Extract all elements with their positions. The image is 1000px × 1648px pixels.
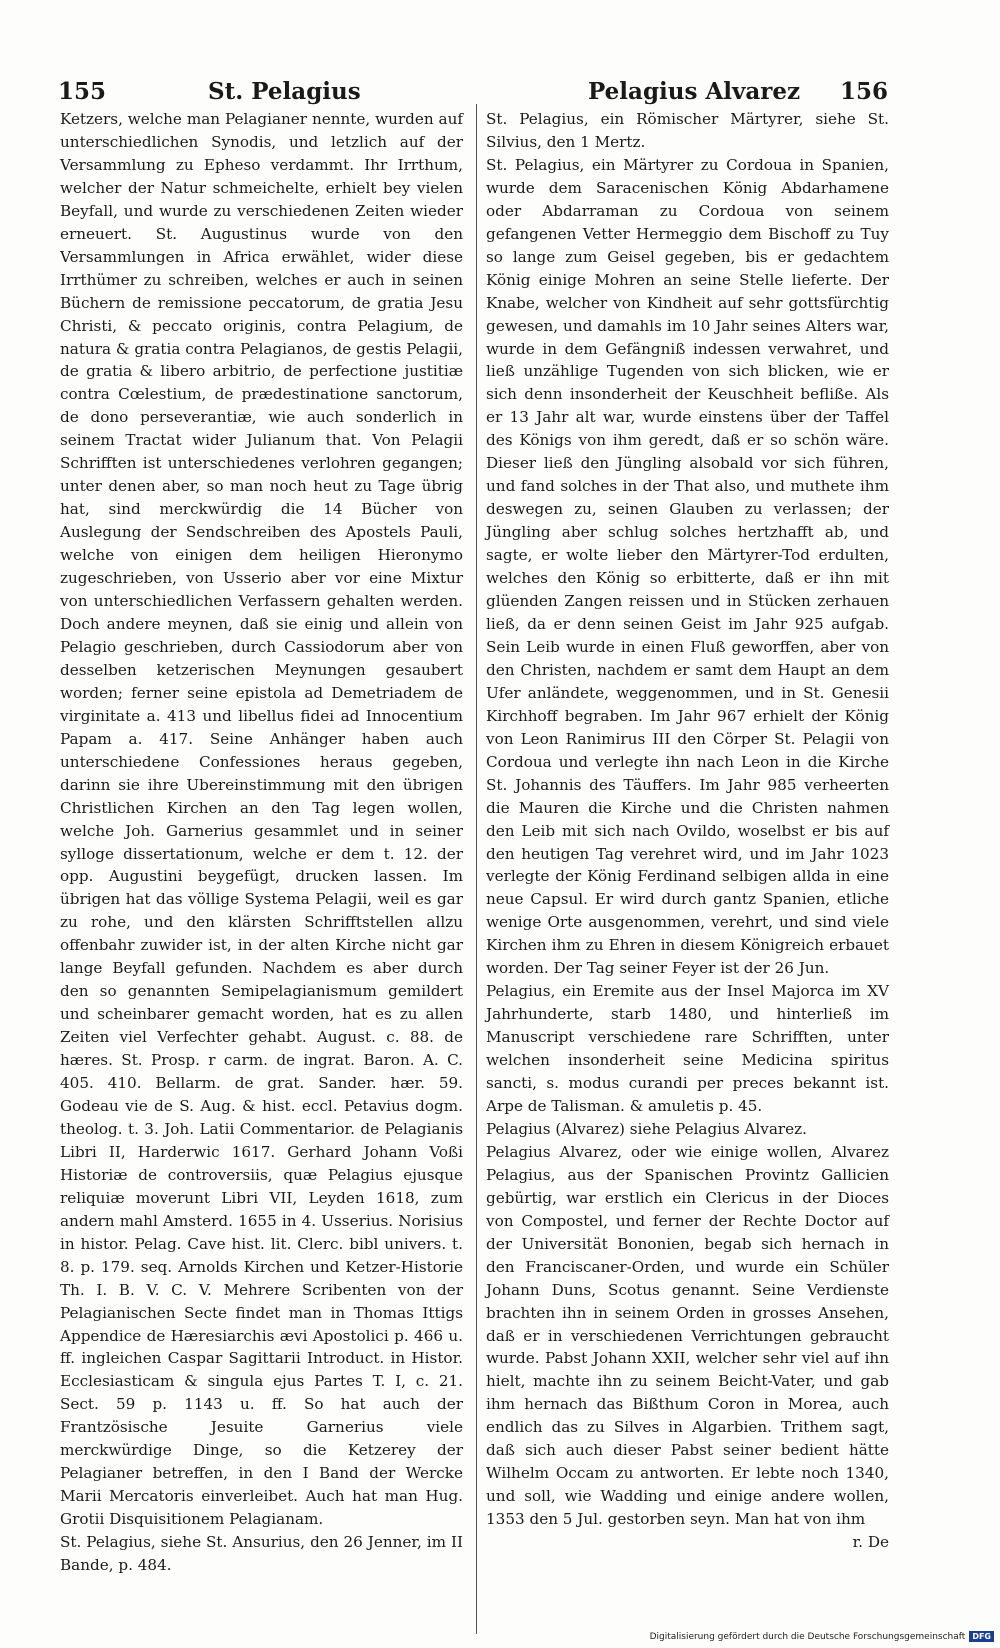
left-running-title: St. Pelagius [208, 78, 361, 105]
footer-text: Digitalisierung gefördert durch die Deutsche Forschungsgemeinschaft [649, 1631, 966, 1642]
right-column [486, 108, 889, 1554]
left-paragraph-1: Ketzers, welche man Pelagianer nennte, wurden auf unterschiedlichen Synodis, und letzlich auf der Versammlung zu Epheso verdammt. Ihr Irrthum, welcher der Natur schmeichelte, erhielt bey vielen Beyfall, und wurde zu verschiedenen Zeiten wieder erneuert. St. Augustinus wurde von den Versammlungen in Africa erwählet, wider diese Irrthümer zu schreiben, welches er auch in seinen Büchern de remissione peccatorum, de gratia Jesu Christi, & peccato originis, contra Pelagium, de natura & gratia contra Pelagianos, de gestis Pelagii, de gratia & libero arbitrio, de perfectione justitiæ contra Cœlestium, de prædestinatione sanctorum, de dono perseverantiæ, wie auch sonderlich in seinem Tractat wider Julianum that. Von Pelagii Schrifften ist unterschiedenes verlohren gegangen; unter denen aber, so man noch heut zu Tage übrig hat, sind merckwürdig die 14 Bücher von Auslegung der Sendschreiben des Apostels Pauli, welche von einigen dem heiligen Hieronymo zugeschrieben, von Usserio aber vor eine Mixtur von unterschiedlichen Verfassern gehalten werden. Doch andere meynen, daß sie einig und allein von Pelagio geschrieben, durch Cassiodorum aber von desselben ketzerischen Meynungen gesaubert worden; ferner seine epistola ad Demetriadem de virginitate a. 413 und libellus fidei ad Innocentium Papam a. 417. Seine Anhänger haben auch unterschiedene Confessiones heraus gegeben, darinn sie ihre Ubereinstimmung mit den übrigen Christlichen Kirchen an den Tag legen wollen, welche Joh. Garnerius gesammlet und in seiner sylloge dissertationum, welche er dem t. 12. der opp. Augustini beygefügt, drucken lassen. Im übrigen hat das völlige Systema Pelagii, weil es gar zu rohe, und den klärsten Schrifftstellen allzu offenbahr zuwider ist, in der alten Kirche nicht gar lange Beyfall gefunden. Nachdem es aber durch den so genannten Semipelagianismum gemildert und scheinbarer gemacht worden, hat es zu allen Zeiten viel Verfechter gehabt. August. c. 88. de hæres. St. Prosp. r carm. de ingrat. Baron. A. C. 405. 410. Bellarm. de grat. Sander. hær. 59. Godeau vie de S. Aug. & hist. eccl. Petavius dogm. theolog. t. 3. Joh. Latii Commentarior. de Pelagianis Libri II, Harderwic 1617. Gerhard Johann Voßi Historiæ de controversiis, quæ Pelagius ejusque reliquiæ moverunt Libri VII, Leyden 1618, zum andern mahl Amsterd. 1655 in 4. Usserius. Norisius in histor. Pelag. Cave hist. lit. Clerc. bibl univers. t. 8. p. 179. seq. Arnolds Kirchen und Ketzer-Historie Th. I. B. V. C. V. Mehrere Scribenten von der Pelagianischen Secte findet man in Thomas Ittigs Appendice de Hæresiarchis ævi Apostolici p. 466 u. ff. ingleichen Caspar Sagittarii Introduct. in Histor. Ecclesiasticam & singula ejus Partes T. I, c. 21. Sect. 59 p. 1143 u. ff. So hat auch der Frantzösische Jesuite Garnerius viele merckwürdige Dinge, so die Ketzerey der Pelagianer betreffen, in den I Band der Wercke Marii Mercatoris einverleibet. Auch hat man Hug. Grotii Disquisitionem Pelagianam. [60, 110, 463, 1529]
right-running-title: Pelagius Alvarez [588, 78, 801, 105]
right-paragraph-5: Pelagius Alvarez, oder wie einige wollen, Alvarez Pelagius, aus der Spanischen Provintz Gallicien gebürtig, war erstlich ein Clericus in der Dioces von Compostel, und ferner der Rechte Doctor auf der Universität Bononien, begab sich hernach in den Franciscaner-Orden, und wurde ein Schüler Johann Duns, Scotus genannt. Seine Verdienste brachten ihn in seinem Orden in grosses Ansehen, daß er in verschiedenen Verrichtungen gebraucht wurde. Pabst Johann XXII, welcher sehr viel auf ihn hielt, machte ihn zu seinem Beicht-Vater, und gab ihm hernach das Bißthum Coron in Morea, auch endlich das zu Silves in Algarbien. Trithem sagt, daß sich auch dieser Pabst seiner bedient hätte Wilhelm Occam zu antworten. Er lebte noch 1340, und soll, wie Wadding und einige andere wollen, 1353 den 5 Jul. gestorben seyn. Man hat von ihm [486, 1142, 889, 1529]
left-page-number: 155 [58, 78, 107, 105]
catchword: r. De [852, 1533, 889, 1552]
column-divider [476, 104, 477, 1634]
page-header [58, 78, 888, 108]
right-page-number: 156 [839, 78, 888, 105]
left-paragraph-2: St. Pelagius, siehe St. Ansurius, den 26 Jenner, im II Bande, p. 484. [60, 1533, 463, 1575]
right-paragraph-3: Pelagius, ein Eremite aus der Insel Majorca im XV Jahrhunderte, starb 1480, und hinterließ im Manuscript verschiedene rare Schrifften, unter welchen insonderheit seine Medicina spiritus sancti, s. modus curandi per preces bekannt ist. Arpe de Talisman. & amuletis p. 45. [486, 982, 889, 1115]
dfg-logo: DFG [969, 1631, 994, 1642]
left-column [60, 108, 463, 1577]
right-paragraph-2: St. Pelagius, ein Märtyrer zu Cordoua in Spanien, wurde dem Saracenischen König Abdarhamene oder Abdarraman zu Cordoua von seinem gefangenen Vetter Hermeggio dem Bischoff zu Tuy so lange zum Geisel gegeben, bis er gedachtem König einige Mohren an seine Stelle lieferte. Der Knabe, welcher von Kindheit auf sehr gottsfürchtig gewesen, und damahls im 10 Jahr seines Alters war, wurde in dem Gefängniß indessen verwahret, und ließ unzählige Tugenden von sich blicken, wie er sich denn insonderheit der Keuschheit befliße. Als er 13 Jahr alt war, wurde einstens über der Taffel des Königs von ihm geredt, daß er so schön wäre. Dieser ließ den Jüngling alsobald vor sich führen, und fand solches in der That also, und muthete ihm deswegen zu, seinen Glauben zu verlassen; der Jüngling aber schlug solches hertzhafft ab, und sagte, er wolte lieber den Märtyrer-Tod erdulten, welches den König so erbitterte, daß er ihn mit glüenden Zangen reissen und in Stücken zerhauen ließ, da er denn seinen Geist im Jahr 925 aufgab. Sein Leib wurde in einen Fluß geworffen, aber von den Christen, nachdem er samt dem Haupt an dem Ufer anländete, weggenommen, und in St. Genesii Kirchhoff begraben. Im Jahr 967 erhielt der König von Leon Ranimirus III den Cörper St. Pelagii von Cordoua und verlegte ihn nach Leon in die Kirche St. Johannis des Täuffers. Im Jahr 985 verheerten die Mauren die Kirche und die Christen nahmen den Leib mit sich nach Ovildo, woselbst er bis auf den heutigen Tag verehret wird, und im Jahr 1023 verlegte der König Ferdinand selbigen allda in eine neue Capsul. Er wird durch gantz Spanien, etliche wenige Orte ausgenommen, verehrt, und sind viele Kirchen ihm zu Ehren in diesem Königreich erbauet worden. Der Tag seiner Feyer ist der 26 Jun. [486, 155, 889, 978]
right-paragraph-4: Pelagius (Alvarez) siehe Pelagius Alvarez. [486, 1119, 807, 1138]
digitization-footer [650, 1631, 994, 1642]
right-paragraph-1: St. Pelagius, ein Römischer Märtyrer, siehe St. Silvius, den 1 Mertz. [486, 110, 889, 151]
